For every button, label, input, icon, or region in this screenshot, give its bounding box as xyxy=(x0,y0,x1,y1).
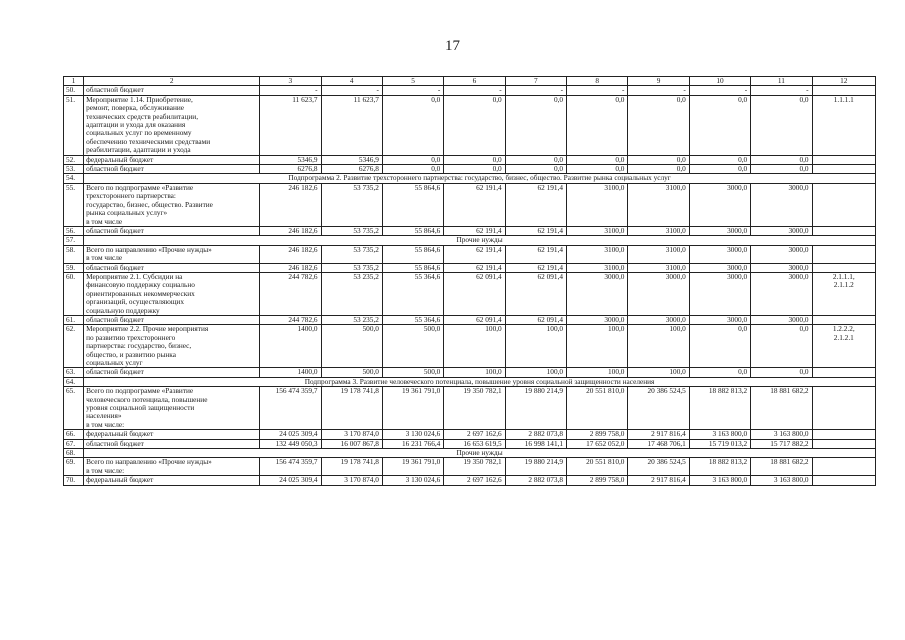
target-code-cell xyxy=(812,245,875,263)
amount-cell: 55 364,6 xyxy=(382,315,443,324)
amount-cell: 11 623,7 xyxy=(321,95,382,155)
amount-cell: 16 998 141,1 xyxy=(505,439,566,448)
amount-cell: 2 917 816,4 xyxy=(628,476,689,485)
row-number-cell: 53. xyxy=(64,165,84,174)
amount-cell: 3100,0 xyxy=(628,226,689,235)
amount-cell: 20 386 524,5 xyxy=(628,458,689,476)
amount-cell: 3100,0 xyxy=(567,245,628,263)
amount-cell: 5346,9 xyxy=(260,155,321,164)
amount-cell: 16 231 766,4 xyxy=(382,439,443,448)
table-row xyxy=(64,387,876,430)
amount-cell: 244 782,6 xyxy=(260,272,321,315)
amount-cell: 0,0 xyxy=(444,95,505,155)
table-row xyxy=(64,476,876,485)
row-number-cell: 67. xyxy=(64,439,84,448)
item-name-cell: областной бюджет xyxy=(84,439,260,448)
amount-cell: 100,0 xyxy=(444,325,505,368)
row-number-cell: 50. xyxy=(64,86,84,95)
amount-cell: 3 170 874,0 xyxy=(321,430,382,439)
item-name-cell: областной бюджет xyxy=(84,263,260,272)
amount-cell: 0,0 xyxy=(567,95,628,155)
item-name-cell: Всего по подпрограмме «Развитие человеческого потенциала, повышение уровня социальной защищенности населения» в том числе: xyxy=(84,387,260,430)
amount-cell: 0,0 xyxy=(689,368,750,377)
target-code-cell: 1.2.2.2, 2.1.2.1 xyxy=(812,325,875,368)
amount-cell: 0,0 xyxy=(751,165,812,174)
amount-cell: 19 880 214,9 xyxy=(505,387,566,430)
amount-cell: 5346,9 xyxy=(321,155,382,164)
amount-cell: 246 182,6 xyxy=(260,226,321,235)
amount-cell: 62 191,4 xyxy=(505,226,566,235)
amount-cell: 19 350 782,1 xyxy=(444,387,505,430)
amount-cell: 2 697 162,6 xyxy=(444,430,505,439)
amount-cell: 500,0 xyxy=(382,368,443,377)
table-row xyxy=(64,368,876,377)
amount-cell: 53 735,2 xyxy=(321,226,382,235)
amount-cell: 0,0 xyxy=(751,155,812,164)
amount-cell: 0,0 xyxy=(751,368,812,377)
target-code-cell xyxy=(812,315,875,324)
table-row xyxy=(64,449,876,458)
table-row xyxy=(64,439,876,448)
amount-cell: 3 130 024,6 xyxy=(382,476,443,485)
amount-cell: 24 025 309,4 xyxy=(260,476,321,485)
amount-cell: 3000,0 xyxy=(567,315,628,324)
amount-cell: 53 235,2 xyxy=(321,272,382,315)
amount-cell: 246 182,6 xyxy=(260,263,321,272)
amount-cell: 3 163 800,0 xyxy=(689,476,750,485)
item-name-cell: Мероприятие 2.2. Прочие мероприятия по развитию трехстороннего партнерства: государство, бизнес, общество, и развитию рынка социальных услуг xyxy=(84,325,260,368)
amount-cell: 0,0 xyxy=(567,165,628,174)
amount-cell: 62 091,4 xyxy=(444,315,505,324)
table-header-row xyxy=(64,77,876,86)
column-number-cell: 1 xyxy=(64,77,84,86)
target-code-cell xyxy=(812,165,875,174)
row-number-cell: 58. xyxy=(64,245,84,263)
amount-cell: - xyxy=(382,86,443,95)
column-number-cell: 8 xyxy=(567,77,628,86)
target-code-cell xyxy=(812,155,875,164)
amount-cell: 1400,0 xyxy=(260,325,321,368)
amount-cell: 100,0 xyxy=(567,325,628,368)
amount-cell: 244 782,6 xyxy=(260,315,321,324)
amount-cell: 62 191,4 xyxy=(444,183,505,226)
target-code-cell xyxy=(812,86,875,95)
item-name-cell: федеральный бюджет xyxy=(84,430,260,439)
amount-cell: 100,0 xyxy=(628,325,689,368)
amount-cell: 55 364,6 xyxy=(382,272,443,315)
amount-cell: 2 697 162,6 xyxy=(444,476,505,485)
amount-cell: 3 130 024,6 xyxy=(382,430,443,439)
amount-cell: 62 191,4 xyxy=(505,183,566,226)
amount-cell: 2 882 073,8 xyxy=(505,476,566,485)
column-number-cell: 9 xyxy=(628,77,689,86)
target-code-cell xyxy=(812,183,875,226)
amount-cell: - xyxy=(689,86,750,95)
target-code-cell: 1.1.1.1 xyxy=(812,95,875,155)
amount-cell: 0,0 xyxy=(751,325,812,368)
row-number-cell: 64. xyxy=(64,377,84,386)
table-row xyxy=(64,226,876,235)
amount-cell: - xyxy=(321,86,382,95)
target-code-cell xyxy=(812,226,875,235)
target-code-cell: 2.1.1.1, 2.1.1.2 xyxy=(812,272,875,315)
item-name-cell: федеральный бюджет xyxy=(84,155,260,164)
item-name-cell: Мероприятие 2.1. Субсидии на финансовую поддержку социально ориентированных некоммерческих организаций, осуществляющих социальную поддержку xyxy=(84,272,260,315)
item-name-cell: Всего по направлению «Прочие нужды» в том числе: xyxy=(84,458,260,476)
amount-cell: 55 864,6 xyxy=(382,263,443,272)
amount-cell: 100,0 xyxy=(628,368,689,377)
amount-cell: - xyxy=(751,86,812,95)
amount-cell: 3 163 800,0 xyxy=(751,430,812,439)
amount-cell: - xyxy=(567,86,628,95)
row-number-cell: 66. xyxy=(64,430,84,439)
amount-cell: 53 735,2 xyxy=(321,263,382,272)
amount-cell: 3000,0 xyxy=(628,272,689,315)
amount-cell: 3000,0 xyxy=(751,315,812,324)
amount-cell: 3000,0 xyxy=(689,226,750,235)
row-number-cell: 63. xyxy=(64,368,84,377)
table-row xyxy=(64,183,876,226)
row-number-cell: 61. xyxy=(64,315,84,324)
table-row xyxy=(64,95,876,155)
amount-cell: 17 652 052,0 xyxy=(567,439,628,448)
column-number-cell: 7 xyxy=(505,77,566,86)
amount-cell: 20 551 810,0 xyxy=(567,387,628,430)
amount-cell: 62 191,4 xyxy=(444,263,505,272)
amount-cell: 0,0 xyxy=(751,95,812,155)
amount-cell: 6276,8 xyxy=(260,165,321,174)
row-number-cell: 62. xyxy=(64,325,84,368)
row-number-cell: 51. xyxy=(64,95,84,155)
amount-cell: 3 163 800,0 xyxy=(751,476,812,485)
amount-cell: 62 191,4 xyxy=(505,245,566,263)
amount-cell: 0,0 xyxy=(505,155,566,164)
amount-cell: 20 386 524,5 xyxy=(628,387,689,430)
amount-cell: 55 864,6 xyxy=(382,245,443,263)
amount-cell: 0,0 xyxy=(567,155,628,164)
amount-cell: 53 735,2 xyxy=(321,183,382,226)
amount-cell: 100,0 xyxy=(444,368,505,377)
amount-cell: 62 091,4 xyxy=(505,315,566,324)
item-name-cell: Всего по подпрограмме «Развитие трехстороннего партнерства: государство, бизнес, общество. Развитие рынка социальных услуг» в том числе xyxy=(84,183,260,226)
amount-cell: 3000,0 xyxy=(751,245,812,263)
target-code-cell xyxy=(812,387,875,430)
amount-cell: 3 163 800,0 xyxy=(689,430,750,439)
amount-cell: 19 361 791,0 xyxy=(382,387,443,430)
item-name-cell: Всего по направлению «Прочие нужды» в том числе xyxy=(84,245,260,263)
amount-cell: 16 653 619,5 xyxy=(444,439,505,448)
section-heading-cell: Подпрограмма 2. Развитие трехстороннего партнерства: государство, бизнес, общество. Развитие рынка социальных услуг xyxy=(84,174,876,183)
row-number-cell: 57. xyxy=(64,236,84,245)
amount-cell: 3000,0 xyxy=(751,263,812,272)
row-number-cell: 69. xyxy=(64,458,84,476)
amount-cell: 17 468 706,1 xyxy=(628,439,689,448)
amount-cell: 18 881 682,2 xyxy=(751,387,812,430)
amount-cell: - xyxy=(628,86,689,95)
row-number-cell: 55. xyxy=(64,183,84,226)
amount-cell: 6276,8 xyxy=(321,165,382,174)
amount-cell: 0,0 xyxy=(382,95,443,155)
amount-cell: 2 882 073,8 xyxy=(505,430,566,439)
amount-cell: 62 191,4 xyxy=(505,263,566,272)
amount-cell: 16 007 867,8 xyxy=(321,439,382,448)
target-code-cell xyxy=(812,430,875,439)
row-number-cell: 65. xyxy=(64,387,84,430)
table-row xyxy=(64,315,876,324)
amount-cell: 55 864,6 xyxy=(382,183,443,226)
amount-cell: 3100,0 xyxy=(628,263,689,272)
amount-cell: - xyxy=(505,86,566,95)
table-row xyxy=(64,272,876,315)
row-number-cell: 56. xyxy=(64,226,84,235)
column-number-cell: 11 xyxy=(751,77,812,86)
amount-cell: 2 899 758,0 xyxy=(567,430,628,439)
column-number-cell: 4 xyxy=(321,77,382,86)
column-number-cell: 12 xyxy=(812,77,875,86)
amount-cell: 3000,0 xyxy=(689,263,750,272)
amount-cell: 20 551 810,0 xyxy=(567,458,628,476)
amount-cell: 3000,0 xyxy=(751,226,812,235)
item-name-cell: областной бюджет xyxy=(84,368,260,377)
row-number-cell: 68. xyxy=(64,449,84,458)
amount-cell: 62 091,4 xyxy=(505,272,566,315)
item-name-cell: областной бюджет xyxy=(84,315,260,324)
row-number-cell: 59. xyxy=(64,263,84,272)
amount-cell: 132 449 050,3 xyxy=(260,439,321,448)
amount-cell: 100,0 xyxy=(567,368,628,377)
amount-cell: 3000,0 xyxy=(689,315,750,324)
amount-cell: 156 474 359,7 xyxy=(260,387,321,430)
amount-cell: 19 880 214,9 xyxy=(505,458,566,476)
amount-cell: 55 864,6 xyxy=(382,226,443,235)
column-number-cell: 3 xyxy=(260,77,321,86)
amount-cell: 3 170 874,0 xyxy=(321,476,382,485)
column-number-cell: 2 xyxy=(84,77,260,86)
amount-cell: 3000,0 xyxy=(689,183,750,226)
amount-cell: 500,0 xyxy=(321,368,382,377)
amount-cell: 62 191,4 xyxy=(444,245,505,263)
amount-cell: 0,0 xyxy=(689,155,750,164)
amount-cell: 3000,0 xyxy=(751,183,812,226)
amount-cell: 0,0 xyxy=(382,155,443,164)
amount-cell: 500,0 xyxy=(321,325,382,368)
amount-cell: 3100,0 xyxy=(567,263,628,272)
amount-cell: 3000,0 xyxy=(689,245,750,263)
table-row xyxy=(64,458,876,476)
row-number-cell: 60. xyxy=(64,272,84,315)
amount-cell: 0,0 xyxy=(628,155,689,164)
table-row xyxy=(64,165,876,174)
amount-cell: - xyxy=(260,86,321,95)
row-number-cell: 70. xyxy=(64,476,84,485)
amount-cell: 19 178 741,8 xyxy=(321,387,382,430)
row-number-cell: 54. xyxy=(64,174,84,183)
amount-cell: 15 719 013,2 xyxy=(689,439,750,448)
amount-cell: 100,0 xyxy=(505,325,566,368)
amount-cell: 2 899 758,0 xyxy=(567,476,628,485)
amount-cell: 100,0 xyxy=(505,368,566,377)
column-number-cell: 5 xyxy=(382,77,443,86)
table-row xyxy=(64,325,876,368)
table-row xyxy=(64,245,876,263)
column-number-cell: 6 xyxy=(444,77,505,86)
amount-cell: 53 735,2 xyxy=(321,245,382,263)
amount-cell: 19 361 791,0 xyxy=(382,458,443,476)
item-name-cell: Мероприятие 1.14. Приобретение, ремонт, поверка, обслуживание технических средств реабилитации, адаптации и ухода для оказания социальных услуг по временному обеспечению техническими средствами реабилитации, адаптации и ухода xyxy=(84,95,260,155)
amount-cell: 19 178 741,8 xyxy=(321,458,382,476)
amount-cell: 0,0 xyxy=(505,95,566,155)
amount-cell: 18 881 682,2 xyxy=(751,458,812,476)
amount-cell: 3000,0 xyxy=(567,272,628,315)
target-code-cell xyxy=(812,458,875,476)
amount-cell: 3000,0 xyxy=(628,315,689,324)
amount-cell: 3100,0 xyxy=(567,226,628,235)
table-row xyxy=(64,430,876,439)
amount-cell: 0,0 xyxy=(628,95,689,155)
amount-cell: 62 191,4 xyxy=(444,226,505,235)
table-row xyxy=(64,86,876,95)
amount-cell: 2 917 816,4 xyxy=(628,430,689,439)
item-name-cell: областной бюджет xyxy=(84,165,260,174)
amount-cell: 3000,0 xyxy=(689,272,750,315)
amount-cell: 246 182,6 xyxy=(260,245,321,263)
target-code-cell xyxy=(812,476,875,485)
amount-cell: 1400,0 xyxy=(260,368,321,377)
table-row xyxy=(64,236,876,245)
amount-cell: 62 091,4 xyxy=(444,272,505,315)
amount-cell: 24 025 309,4 xyxy=(260,430,321,439)
amount-cell: 53 235,2 xyxy=(321,315,382,324)
amount-cell: 0,0 xyxy=(444,165,505,174)
amount-cell: 11 623,7 xyxy=(260,95,321,155)
table-row xyxy=(64,174,876,183)
amount-cell: 156 474 359,7 xyxy=(260,458,321,476)
amount-cell: 0,0 xyxy=(505,165,566,174)
target-code-cell xyxy=(812,263,875,272)
amount-cell: 0,0 xyxy=(689,165,750,174)
item-name-cell: федеральный бюджет xyxy=(84,476,260,485)
table-row xyxy=(64,263,876,272)
amount-cell: 3100,0 xyxy=(628,183,689,226)
amount-cell: 3100,0 xyxy=(628,245,689,263)
amount-cell: 0,0 xyxy=(628,165,689,174)
page-number: 17 xyxy=(445,38,460,54)
amount-cell: 3100,0 xyxy=(567,183,628,226)
amount-cell: 0,0 xyxy=(689,95,750,155)
amount-cell: 3000,0 xyxy=(751,272,812,315)
table-row xyxy=(64,155,876,164)
amount-cell: 0,0 xyxy=(382,165,443,174)
section-heading-cell: Подпрограмма 3. Развитие человеческого потенциала, повышение уровня социальной защищенности населения xyxy=(84,377,876,386)
target-code-cell xyxy=(812,439,875,448)
section-heading-cell: Прочие нужды xyxy=(84,236,876,245)
section-heading-cell: Прочие нужды xyxy=(84,449,876,458)
item-name-cell: областной бюджет xyxy=(84,226,260,235)
amount-cell: 18 882 813,2 xyxy=(689,458,750,476)
amount-cell: 0,0 xyxy=(689,325,750,368)
row-number-cell: 52. xyxy=(64,155,84,164)
amount-cell: - xyxy=(444,86,505,95)
amount-cell: 0,0 xyxy=(444,155,505,164)
table-row xyxy=(64,377,876,386)
amount-cell: 246 182,6 xyxy=(260,183,321,226)
target-code-cell xyxy=(812,368,875,377)
amount-cell: 19 350 782,1 xyxy=(444,458,505,476)
amount-cell: 18 882 813,2 xyxy=(689,387,750,430)
budget-table xyxy=(63,76,876,486)
item-name-cell: областной бюджет xyxy=(84,86,260,95)
column-number-cell: 10 xyxy=(689,77,750,86)
amount-cell: 500,0 xyxy=(382,325,443,368)
amount-cell: 15 717 882,2 xyxy=(751,439,812,448)
